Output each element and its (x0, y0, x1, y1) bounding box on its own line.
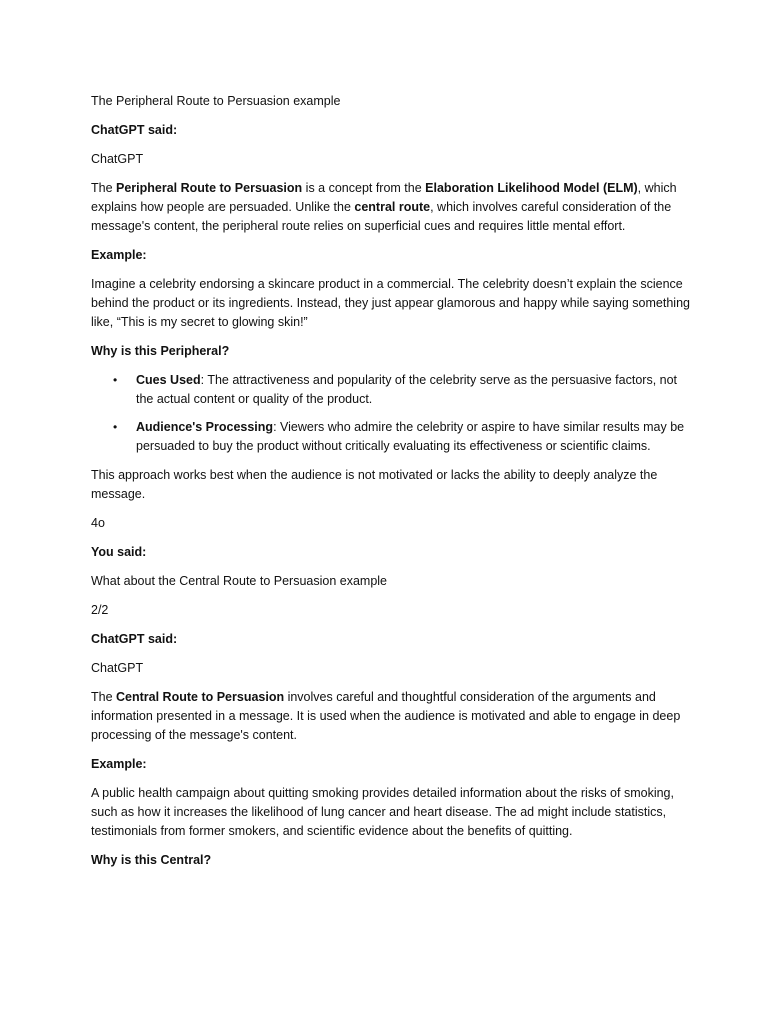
text-run: involves careful and thoughtful consideration of the arguments and information presented in a message. It is used when the audience is motivated and able to engage in deep processing of the message's content. (91, 690, 681, 742)
bullet-dot-icon: • (113, 373, 118, 387)
approach-paragraph: This approach works best when the audience is not motivated or lacks the ability to deeply analyze the message. (91, 468, 658, 501)
term-central-route: central route (354, 200, 431, 214)
text-run: The (91, 690, 117, 704)
document-title: The Peripheral Route to Persuasion example (91, 94, 341, 108)
text-run: , which explains how people are persuaded. Unlike the (91, 181, 677, 214)
text-run: , which involves careful consideration of the message's content, the peripheral route relies on superficial cues and requires little mental effort. (91, 200, 672, 233)
bullet-dot-icon: • (113, 420, 118, 434)
user-question: What about the Central Route to Persuasion example (91, 574, 388, 588)
bullet-term: Cues Used (136, 373, 201, 387)
model-label: ChatGPT (91, 661, 144, 675)
central-intro-paragraph (91, 688, 691, 745)
example-heading: Example: (91, 757, 147, 771)
why-central-heading: Why is this Central? (91, 853, 212, 867)
example-heading: Example: (91, 248, 147, 262)
example-paragraph: Imagine a celebrity endorsing a skincare product in a commercial. The celebrity doesn’t explain the science behind the product or its ingredients. Instead, they just appear glamorous and happy while saying something like, “This is my secret to glowing skin!” (91, 277, 690, 329)
document-page (91, 92, 691, 880)
bullet-item-cues-used (91, 371, 691, 409)
response-index: 2/2 (91, 603, 109, 617)
speaker-label-chatgpt: ChatGPT said: (91, 632, 178, 646)
speaker-label-user: You said: (91, 545, 147, 559)
text-run: is a concept from the (302, 181, 426, 195)
bullet-list (91, 371, 691, 456)
why-peripheral-heading: Why is this Peripheral? (91, 344, 230, 358)
model-label: ChatGPT (91, 152, 144, 166)
bullet-item-audience-processing (91, 418, 691, 456)
text-run: The (91, 181, 117, 195)
term-elm: Elaboration Likelihood Model (ELM) (425, 181, 638, 195)
bullet-text: : Viewers who admire the celebrity or aspire to have similar results may be persuaded to buy the product without critically evaluating its effectiveness or scientific claims. (136, 420, 685, 453)
model-tag: 4o (91, 516, 105, 530)
speaker-label-chatgpt: ChatGPT said: (91, 123, 178, 137)
bullet-text: : The attractiveness and popularity of the celebrity serve as the persuasive factors, not the actual content or quality of the product. (136, 373, 678, 406)
term-peripheral-route: Peripheral Route to Persuasion (116, 181, 303, 195)
peripheral-intro-paragraph (91, 179, 691, 236)
term-central-route: Central Route to Persuasion (116, 690, 285, 704)
example-paragraph: A public health campaign about quitting smoking provides detailed information about the risks of smoking, such as how it increases the likelihood of lung cancer and heart disease. The ad might include statistics, testimonials from former smokers, and scientific evidence about the benefits of quitting. (91, 786, 674, 838)
bullet-term: Audience's Processing (136, 420, 274, 434)
